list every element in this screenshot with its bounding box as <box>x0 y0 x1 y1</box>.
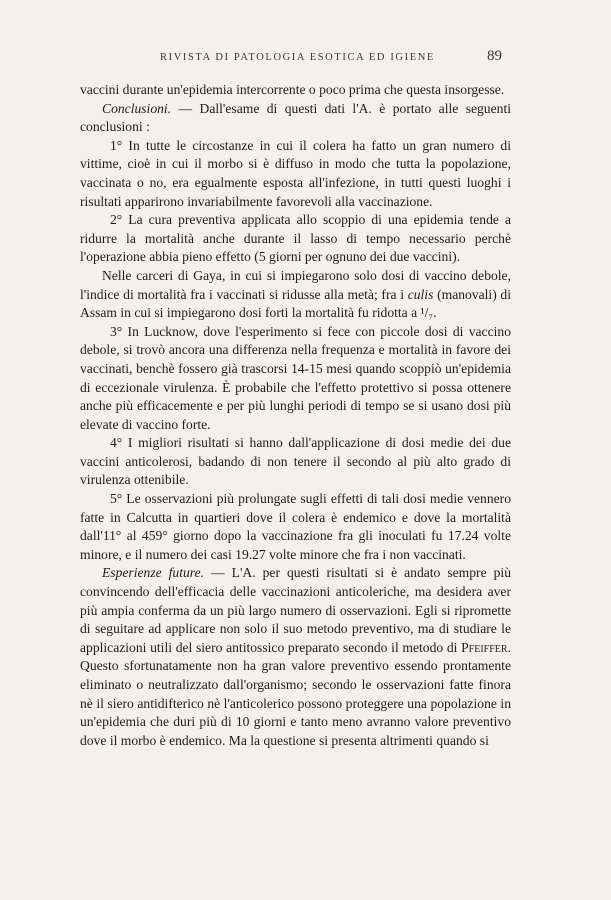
paragraph-conclusioni <box>80 100 511 137</box>
paragraph-conclusion-2 <box>80 211 511 267</box>
paragraph-text: 3° In Lucknow, dove l'esperimento si fece con piccole dosi di vaccino debole, si trovò ancora una differenza nella frequenza e mortalità in favore dei vaccinati, benchè fossero già trascorsi 14-15 mesi quando scoppiò un'epidemia di eccezionale virulenza. È probabile che l'effetto protettivo si possa ottenere anche più efficacemente e per più lunghi periodi di tempo se si usano dosi più elevate di vaccino forte. <box>80 323 511 432</box>
paragraph-conclusion-5 <box>80 490 511 564</box>
paragraph-gaya <box>80 267 511 323</box>
paragraph-text: — L'A. per questi risultati si è andato sempre più convincendo dell'efficacia delle vaccinazioni anticoleriche, ma desidera aver più ampia conferma da un più largo numero di osservazioni. Egli si ripromette di seguitare ad applicare non solo il suo metodo preventivo, ma di studiare le applicazioni utili del siero antitossico preparato secondo il metodo di <box>80 565 511 655</box>
paragraph-conclusion-4 <box>80 434 511 490</box>
paragraph-text: 5° Le osservazioni più prolungate sugli effetti di tali dosi medie vennero fatte in Calcutta in quartieri dove il colera è endemico e dove la mortalità dall'11° al 459° giorno dopo la vaccinazione fra gli inoculati fu 17.24 volte minore, e il numero dei casi 19.27 volte minore che fra i non vaccinati. <box>80 491 511 562</box>
page-number: 89 <box>487 48 502 64</box>
paragraph-conclusion-3 <box>80 323 511 435</box>
paragraph-esperienze-future <box>80 564 511 750</box>
paragraph-conclusion-1 <box>80 137 511 211</box>
paragraph-text: 1° In tutte le circostanze in cui il colera ha fatto un gran numero di vittime, cioè in cui il morbo si è diffuso in modo che tutta la popolazione, vaccinata o no, era egualmente esposta all'infezione, in tutti questi luoghi i risultati apparirono invariabilmente favorevoli alla vaccinazione. <box>80 137 511 209</box>
paragraph-text: — Dall'esame di questi dati l'A. è portato alle seguenti conclusioni : <box>80 100 511 135</box>
body-text <box>80 81 511 750</box>
paragraph-text: vaccini durante un'epidemia intercorrente o poco prima che questa insorgesse. <box>80 82 505 97</box>
paragraph-text: 4° I migliori risultati si hanno dall'applicazione di dosi medie dei due vaccini anticolerosi, badando di non tenere il secondo al più alto grado di virulenza ottenibile. <box>80 435 511 488</box>
page-header <box>0 50 611 70</box>
paragraph-continuation <box>80 81 511 100</box>
paragraph-text: . Questo sfortunatamente non ha gran valore preventivo essendo prontamente eliminato o neutralizzato dall'organismo; secondo le osservazioni fatte finora nè il siero antidifterico nè l'anticolerico possono proteggere una popolazione in un'epidemia che duri più di 10 giorni e tanto meno avranno valore preventivo dove il morbo è endemico. Ma la questione si presenta altrimenti quando si <box>80 639 511 748</box>
section-heading-esperienze-future: Esperienze future. <box>102 565 205 581</box>
paragraph-text: (manovali) di Assam in cui si impiegarono dosi forti la mortalità fu ridotta a ¹/₇. <box>80 286 512 321</box>
italic-term-culis: culis <box>407 286 434 302</box>
paragraph-text: Nelle carceri di Gaya, in cui si impiegarono solo dosi di vaccino debole, l'indice di mortalità fra i vaccinati si ridusse alla metà; fra i <box>80 267 511 302</box>
section-heading-conclusioni: Conclusioni. <box>102 100 172 116</box>
paragraph-text: 2° La cura preventiva applicata allo scoppio di una epidemia tende a ridurre la mortalità anche durante il lasso di tempo necessario perchè l'operazione abbia pieno effetto (5 giorni per ognuno dei due vaccini). <box>80 212 511 265</box>
running-title: RIVISTA DI PATOLOGIA ESOTICA ED IGIENE <box>160 52 435 63</box>
author-name-pfeiffer: Pfeiffer <box>461 639 508 655</box>
